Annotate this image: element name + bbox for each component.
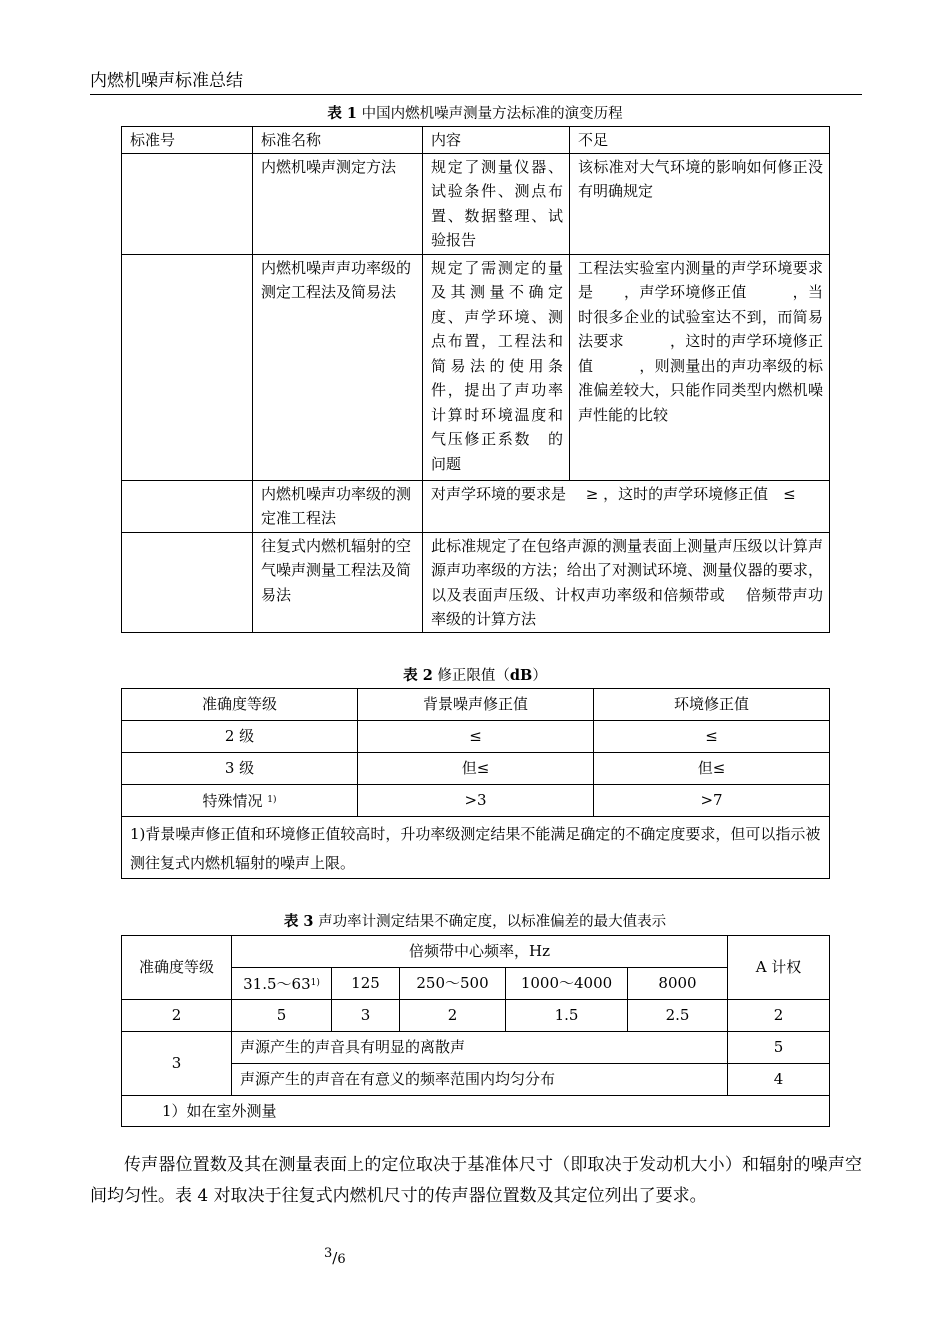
table3-note: 1）如在室外测量 (122, 1096, 830, 1127)
table2-footnote-mark: 1) (267, 794, 277, 805)
table3-note-row (122, 1096, 830, 1127)
table3-cell-value: 1.5 (506, 1000, 628, 1032)
table1-row (122, 153, 830, 254)
table1-caption (0, 102, 950, 123)
table2-cell-grade (122, 785, 358, 817)
table2-cell-environment: ≤ (594, 721, 830, 753)
table2-header-cell: 背景噪声修正值 (358, 689, 594, 721)
table3-freq-cell: 125 (332, 968, 400, 1000)
table1-cell-id (122, 480, 253, 532)
table2-caption-prefix: 表 2 (403, 667, 433, 684)
table3-cell-a: 4 (728, 1064, 830, 1096)
table2-cell-environment: 但≤ (594, 753, 830, 785)
table3-row (122, 1000, 830, 1032)
table3-caption-text: 声功率计测定结果不确定度，以标准偏差的最大值表示 (318, 914, 667, 930)
table1-cell-name: 往复式内燃机辐射的空气噪声测量工程法及简易法 (253, 532, 423, 632)
table1-header-cell: 标准名称 (253, 127, 423, 154)
table1-cell-id (122, 532, 253, 632)
table3-footnote-mark: 1) (310, 977, 320, 988)
document-header-title: 内燃机噪声标准总结 (90, 71, 243, 91)
table3-cell-desc: 声源产生的声音在有意义的频率范围内均匀分布 (232, 1064, 728, 1096)
table2-cell-environment: >7 (594, 785, 830, 817)
table1-header-row (122, 127, 830, 154)
table1-cell-id (122, 254, 253, 480)
table1-header-cell: 内容 (423, 127, 570, 154)
table3-cell-value: 3 (332, 1000, 400, 1032)
table2-row (122, 753, 830, 785)
table1-cell-id (122, 153, 253, 254)
table2-row (122, 785, 830, 817)
table1-row (122, 254, 830, 480)
table2-header-row (122, 689, 830, 721)
table1-cell-merged: 此标准规定了在包络声源的测量表面上测量声压级以计算声源声功率级的方法；给出了对测试环境、测量仪器的要求，以及表面声压级、计权声功率级和倍频带或 倍频带声功率级的计算方法 (423, 532, 830, 632)
table1-row (122, 480, 830, 532)
table3-cell-value: 5 (232, 1000, 332, 1032)
table3-cell-grade: 3 (122, 1032, 232, 1096)
table3-grade-header: 准确度等级 (122, 936, 232, 1000)
page-current: 3 (324, 1246, 333, 1261)
table2 (121, 688, 830, 879)
table3-header-row (122, 936, 830, 968)
table2-caption-unit: dB (509, 667, 533, 684)
table3-row (122, 1032, 830, 1064)
table3 (121, 935, 830, 1127)
table2-cell-grade: 3 级 (122, 753, 358, 785)
table2-grade-text: 特殊情况 (202, 791, 263, 810)
page-number: $^3$/6 (324, 1246, 346, 1267)
table1-cell-name: 内燃机噪声声功率级的测定工程法及简易法 (253, 254, 423, 480)
table3-freq-cell: 1000～4000 (506, 968, 628, 1000)
table3-caption-prefix: 表 3 (283, 913, 314, 930)
table1-cell-name: 内燃机噪声功率级的测定准工程法 (253, 480, 423, 532)
table2-note-row (122, 817, 830, 879)
table2-cell-background: >3 (358, 785, 594, 817)
table3-a-header: A 计权 (728, 936, 830, 1000)
header-rule (90, 94, 862, 95)
table2-cell-grade: 2 级 (122, 721, 358, 753)
table3-freq-cell: 250～500 (400, 968, 506, 1000)
table3-freq-header: 倍频带中心频率，Hz (232, 936, 728, 968)
table1-cell-deficiency: 该标准对大气环境的影响如何修正没有明确规定 (570, 153, 830, 254)
table1-cell-deficiency: 工程法实验室内测量的声学环境要求是 ，声学环境修正值 ，当时很多企业的试验室达不到，而简易法要求 ，这时的声学环境修正值 ，则测量出的声功率级的标准偏差较大，只能作同类型内燃机噪声性能的比较 (570, 254, 830, 480)
table1-caption-prefix: 表 1 (327, 105, 358, 122)
body-paragraph: 传声器位置数及其在测量表面上的定位取决于基准体尺寸（即取决于发动机大小）和辐射的噪声空间均匀性。表 4 对取决于往复式内燃机尺寸的传声器位置数及其定位列出了要求。 (90, 1155, 862, 1206)
table3-caption (0, 910, 950, 931)
table1-header-cell: 不足 (570, 127, 830, 154)
table1-header-cell: 标准号 (122, 127, 253, 154)
table1-row (122, 532, 830, 632)
table3-cell-grade: 2 (122, 1000, 232, 1032)
table2-header-cell: 准确度等级 (122, 689, 358, 721)
table2-cell-background: ≤ (358, 721, 594, 753)
table1-cell-content: 规定了测量仪器、试验条件、测点布置、数据整理、试验报告 (423, 153, 570, 254)
table2-caption-close: ） (532, 668, 547, 684)
table3-cell-desc: 声源产生的声音具有明显的离散声 (232, 1032, 728, 1064)
table2-header-cell: 环境修正值 (594, 689, 830, 721)
table3-freq-cell (232, 968, 332, 1000)
table1-cell-name: 内燃机噪声测定方法 (253, 153, 423, 254)
table3-freq-cell: 8000 (628, 968, 728, 1000)
page-total: 6 (337, 1252, 346, 1267)
table2-note: 1)背景噪声修正值和环境修正值较高时，升功率级测定结果不能满足确定的不确定度要求，但可以指示被测往复式内燃机辐射的噪声上限。 (122, 817, 830, 879)
table3-freq-text: 31.5～63 (243, 974, 311, 993)
table1 (121, 126, 830, 633)
table3-cell-a: 5 (728, 1032, 830, 1064)
table2-caption (0, 664, 950, 685)
table1-cell-content: 规定了需测定的量及其测量不确定度、声学环境、测点布置，工程法和简易法的使用条件，提出了声功率计算时环境温度和气压修正系数 的问题 (423, 254, 570, 480)
table3-cell-value: 2.5 (628, 1000, 728, 1032)
table3-cell-value: 2 (400, 1000, 506, 1032)
table1-caption-text: 中国内燃机噪声测量方法标准的演变历程 (361, 106, 623, 122)
table2-cell-background: 但≤ (358, 753, 594, 785)
table2-caption-text: 修正限值（ (437, 668, 510, 684)
table2-row (122, 721, 830, 753)
table1-cell-merged: 对声学环境的要求是 ≥ ，这时的声学环境修正值 ≤ (423, 480, 830, 532)
table3-cell-a: 2 (728, 1000, 830, 1032)
